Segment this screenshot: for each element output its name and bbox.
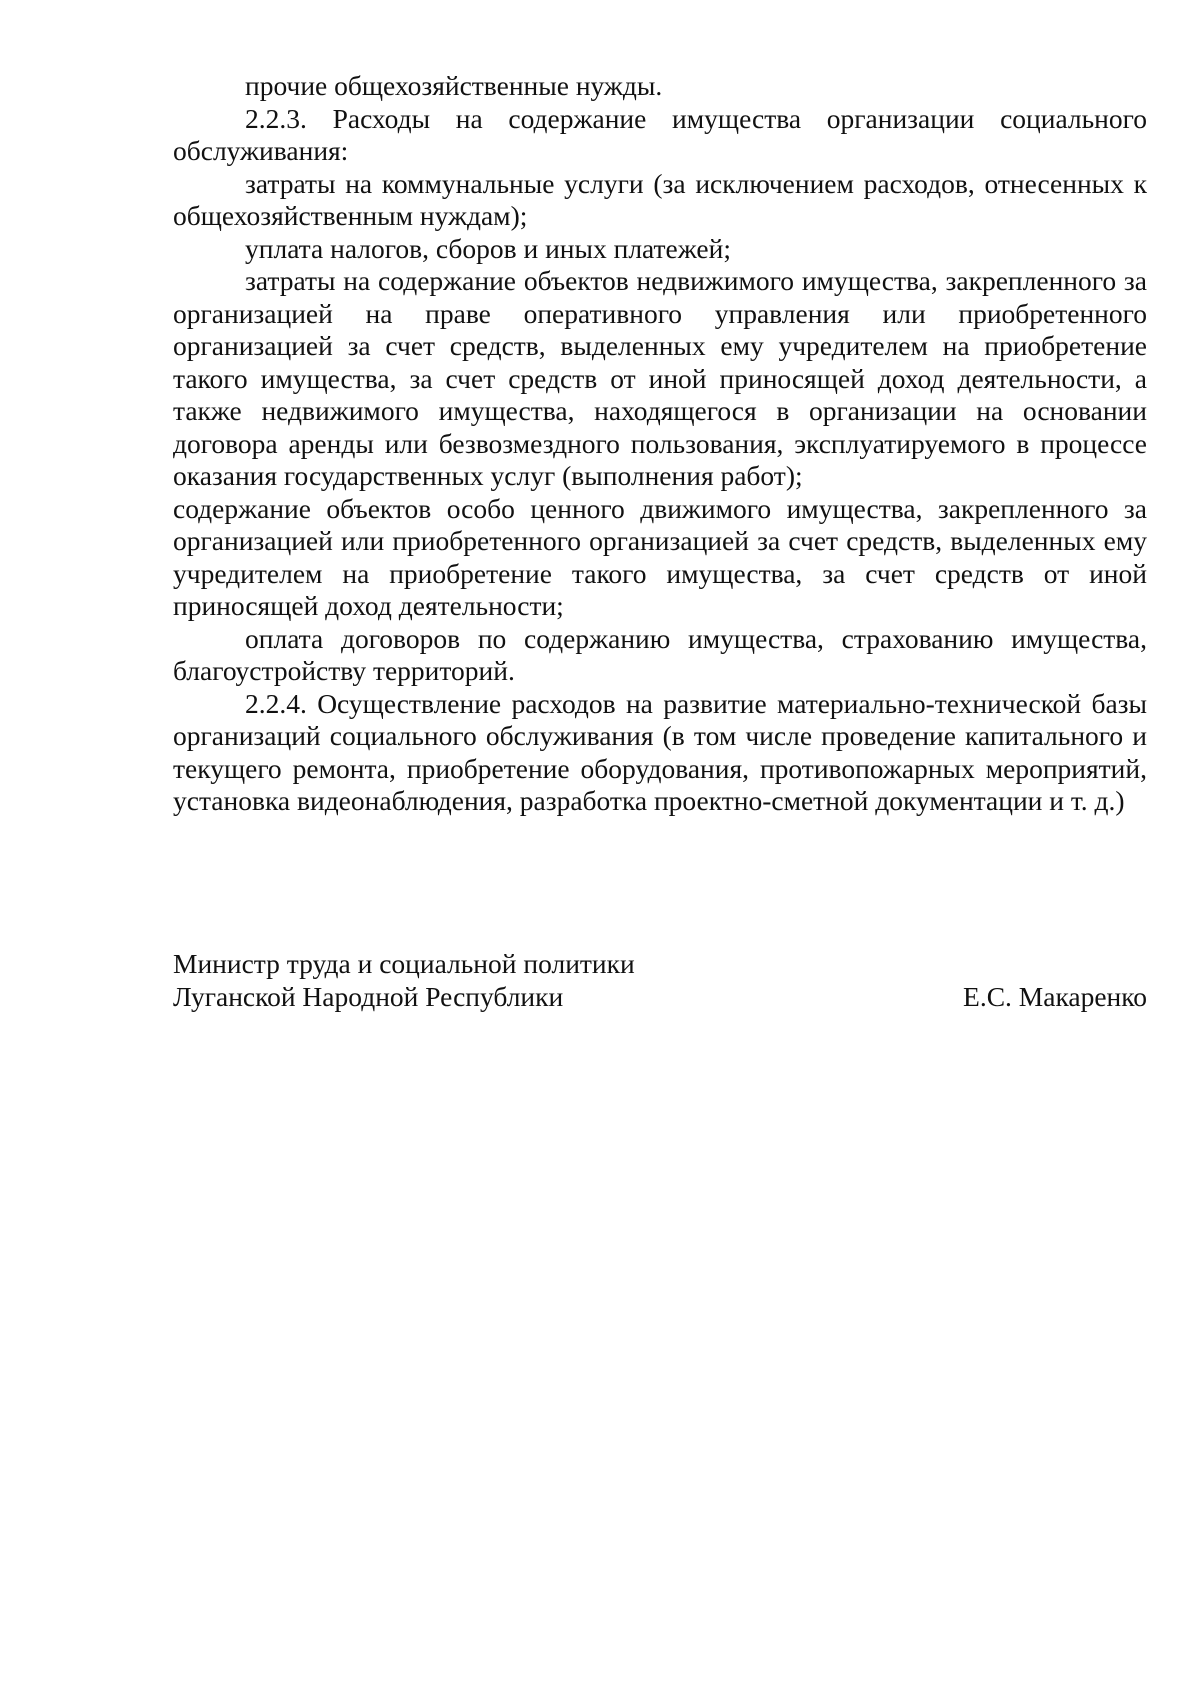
signature-block <box>173 947 1147 1013</box>
paragraph-contracts: оплата договоров по содержанию имущества, страхованию имущества, благоустройству территорий. <box>173 622 1147 686</box>
document-body <box>173 70 1147 818</box>
signatory-name: Е.С. Макаренко <box>963 981 1147 1012</box>
paragraph-section-2-2-4: 2.2.4. Осуществление расходов на развитие материально-технической базы организаций социального обслуживания (в том числе проведение капитального и текущего ремонта, приобретение оборудования, противопожарных мероприятий, установка видеонаблюдения, разработка проектно-сметной документации и т. д.) <box>173 687 1147 816</box>
signature-row <box>173 980 1147 1013</box>
paragraph-real-estate: затраты на содержание объектов недвижимого имущества, закрепленного за организацией на праве оперативного управления или приобретенного организацией за счет средств, выделенных ему учредителем на приобретение такого имущества, за счет средств от иной приносящей доход деятельности, а также недвижимого имущества, находящегося в организации на основании договора аренды или безвозмездного пользования, эксплуатируемого в процессе оказания государственных услуг (выполнения работ); <box>173 265 1147 491</box>
paragraph-movable-property: содержание объектов особо ценного движимого имущества, закрепленного за организацией или приобретенного организацией за счет средств, выделенных ему учредителем на приобретение такого имущества, за счет средств от иной приносящей доход деятельности; <box>173 492 1147 621</box>
paragraph-utilities: затраты на коммунальные услуги (за исключением расходов, отнесенных к общехозяйственным нуждам); <box>173 167 1147 231</box>
signatory-title-line2: Луганской Народной Республики <box>173 981 564 1012</box>
signatory-title-line1: Министр труда и социальной политики <box>173 948 635 979</box>
paragraph-taxes: уплата налогов, сборов и иных платежей; <box>245 232 731 264</box>
paragraph-other-needs: прочие общехозяйственные нужды. <box>245 70 663 101</box>
paragraph-section-2-2-3: 2.2.3. Расходы на содержание имущества организации социального обслуживания: <box>173 102 1147 166</box>
